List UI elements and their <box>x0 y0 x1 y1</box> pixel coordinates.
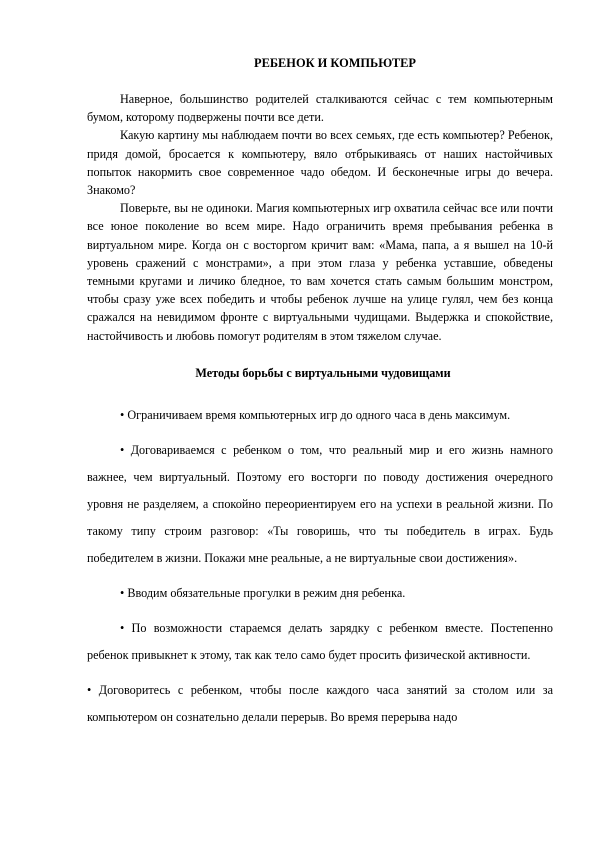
methods-list <box>87 402 553 731</box>
methods-subtitle: Методы борьбы с виртуальными чудовищами <box>195 365 451 380</box>
document-title: РЕБЕНОК И КОМПЬЮТЕР <box>254 56 416 70</box>
method-item-1: • Ограничиваем время компьютерных игр до одного часа в день максимум. <box>120 407 511 422</box>
intro-paragraph-2: Какую картину мы наблюдаем почти во всех семьях, где есть компьютер? Ребенок, придя домой, бросается к компьютеру, вяло отбрыкиваясь от наших настойчивых попыток накормить свое современное чадо обедом. И бесконечные игры до вечера. Знакомо? <box>87 128 553 198</box>
document-content <box>87 56 553 739</box>
intro-section <box>87 90 553 345</box>
method-item-2: • Договариваемся с ребенком о том, что реальный мир и его жизнь намного важнее, чем виртуальный. Поэтому его восторги по поводу достижения очередного уровня не разделяем, а спокойно переориентируем его на успехи в реальной жизни. По такому типу строим разговор: «Ты говоришь, что ты победитель в играх. Будь победителем в жизни. Покажи мне реальные, а не виртуальные свои достижения». <box>87 442 553 565</box>
method-item-3: • Вводим обязательные прогулки в режим дня ребенка. <box>120 585 406 600</box>
method-item-4: • По возможности стараемся делать зарядку с ребенком вместе. Постепенно ребенок привыкнет к этому, так как тело само будет просить физической активности. <box>87 620 553 662</box>
intro-paragraph-1: Наверное, большинство родителей сталкиваются сейчас с тем компьютерным бумом, которому подвержены почти все дети. <box>87 92 553 125</box>
intro-paragraph-3: Поверьте, вы не одиноки. Магия компьютерных игр охватила сейчас все или почти все юное поколение во всем мире. Надо ограничить время пребывания ребенка в виртуальном мире. Когда он с восторгом кричит вам: «Мама, папа, а я вышел на 10-й уровень сражений с монстрами», а при этом глаза у ребенка уставшие, обведены темными кругами и личико бледное, то вам хочется стать самым большим монстром, чтобы сразу уже всех победить и чтобы ребенок лучше на улице гулял, чем без конца сражался на невидимом фронте с виртуальными чудищами. Выдержка и спокойствие, настойчивость и любовь помогут родителям в этом тяжелом случае. <box>87 201 553 343</box>
method-item-5: • Договоритесь с ребенком, чтобы после каждого часа занятий за столом или за компьютером он сознательно делали перерыв. Во время перерыва надо <box>87 682 553 724</box>
